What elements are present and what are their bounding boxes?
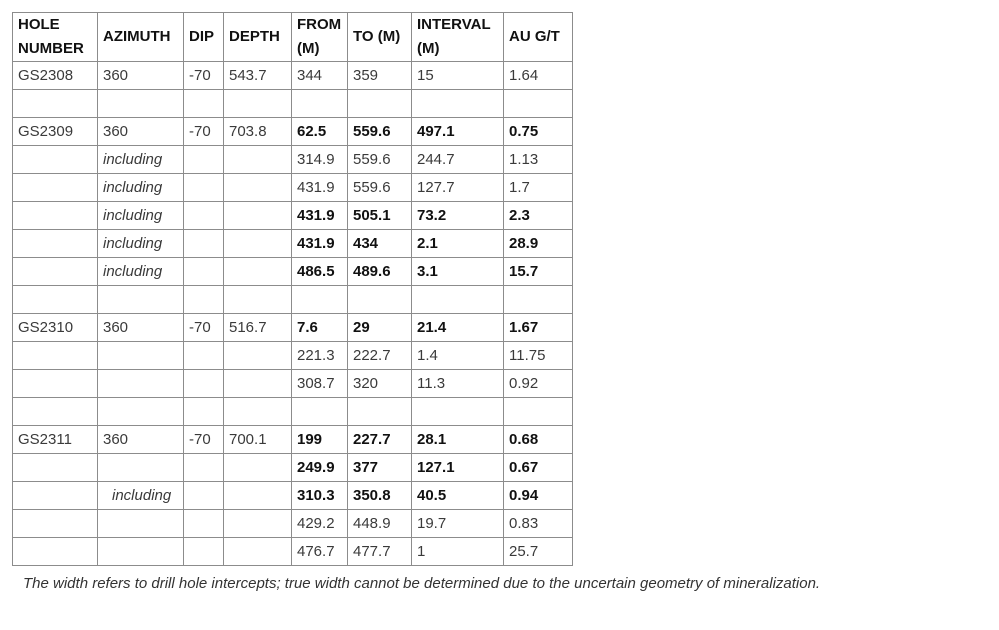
table-row: [13, 314, 573, 342]
table-row: [13, 286, 573, 314]
including-label: including: [98, 482, 184, 510]
table-row: [13, 118, 573, 146]
interval-cell: 244.7: [412, 146, 504, 174]
dip-cell: [184, 454, 224, 482]
dip-cell: -70: [184, 118, 224, 146]
interval-cell: 73.2: [412, 202, 504, 230]
table-row: [13, 510, 573, 538]
header-au-grade: AU G/T: [504, 13, 573, 62]
depth-cell: [224, 230, 292, 258]
to-cell: 222.7: [348, 342, 412, 370]
depth-cell: [224, 90, 292, 118]
au-cell: 25.7: [504, 538, 573, 566]
au-cell: [504, 90, 573, 118]
table-footnote: The width refers to drill hole intercepts; true width cannot be determined due to the uncertain geometry of mineralization.: [23, 575, 821, 592]
interval-cell: 11.3: [412, 370, 504, 398]
hole-cell: [13, 538, 98, 566]
table-row: [13, 146, 573, 174]
to-cell: 559.6: [348, 146, 412, 174]
azimuth-cell: [98, 286, 184, 314]
including-label: including: [98, 230, 184, 258]
au-cell: 15.7: [504, 258, 573, 286]
from-cell: 308.7: [292, 370, 348, 398]
dip-cell: [184, 230, 224, 258]
table-row: [13, 174, 573, 202]
header-hole-number: HOLE NUMBER: [13, 13, 98, 62]
azimuth-cell: [98, 398, 184, 426]
depth-cell: 703.8: [224, 118, 292, 146]
hole-cell: [13, 174, 98, 202]
azimuth-cell: [98, 510, 184, 538]
to-cell: 559.6: [348, 174, 412, 202]
including-label: including: [98, 146, 184, 174]
depth-cell: 543.7: [224, 62, 292, 90]
from-cell: 431.9: [292, 174, 348, 202]
header-depth: DEPTH: [224, 13, 292, 62]
including-label: including: [98, 258, 184, 286]
depth-cell: [224, 258, 292, 286]
to-cell: 377: [348, 454, 412, 482]
from-cell: [292, 90, 348, 118]
depth-cell: [224, 286, 292, 314]
hole-cell: GS2310: [13, 314, 98, 342]
dip-cell: [184, 146, 224, 174]
interval-cell: 19.7: [412, 510, 504, 538]
dip-cell: -70: [184, 426, 224, 454]
including-label: including: [98, 202, 184, 230]
dip-cell: [184, 258, 224, 286]
to-cell: 29: [348, 314, 412, 342]
interval-cell: 127.1: [412, 454, 504, 482]
azimuth-cell: [98, 454, 184, 482]
to-cell: 227.7: [348, 426, 412, 454]
header-to: TO (M): [348, 13, 412, 62]
azimuth-cell: 360: [98, 118, 184, 146]
to-cell: 559.6: [348, 118, 412, 146]
dip-cell: [184, 286, 224, 314]
dip-cell: -70: [184, 62, 224, 90]
dip-cell: [184, 342, 224, 370]
to-cell: [348, 90, 412, 118]
header-from: FROM (M): [292, 13, 348, 62]
dip-cell: [184, 370, 224, 398]
dip-cell: [184, 398, 224, 426]
header-azimuth: AZIMUTH: [98, 13, 184, 62]
dip-cell: [184, 174, 224, 202]
table-row: [13, 202, 573, 230]
table-row: [13, 342, 573, 370]
au-cell: 0.75: [504, 118, 573, 146]
au-cell: 1.64: [504, 62, 573, 90]
from-cell: [292, 286, 348, 314]
from-cell: [292, 398, 348, 426]
interval-cell: 1: [412, 538, 504, 566]
to-cell: 350.8: [348, 482, 412, 510]
depth-cell: [224, 454, 292, 482]
hole-cell: [13, 202, 98, 230]
to-cell: 320: [348, 370, 412, 398]
interval-cell: [412, 398, 504, 426]
from-cell: 476.7: [292, 538, 348, 566]
hole-cell: [13, 370, 98, 398]
dip-cell: [184, 510, 224, 538]
header-dip: DIP: [184, 13, 224, 62]
to-cell: 359: [348, 62, 412, 90]
azimuth-cell: [98, 538, 184, 566]
hole-cell: [13, 482, 98, 510]
hole-cell: [13, 258, 98, 286]
au-cell: 1.7: [504, 174, 573, 202]
dip-cell: [184, 90, 224, 118]
from-cell: 62.5: [292, 118, 348, 146]
hole-cell: [13, 342, 98, 370]
table-row: [13, 230, 573, 258]
depth-cell: [224, 174, 292, 202]
azimuth-cell: 360: [98, 62, 184, 90]
interval-cell: 127.7: [412, 174, 504, 202]
interval-cell: 3.1: [412, 258, 504, 286]
azimuth-cell: [98, 370, 184, 398]
hole-cell: GS2309: [13, 118, 98, 146]
au-cell: [504, 398, 573, 426]
au-cell: 0.92: [504, 370, 573, 398]
table-row: [13, 398, 573, 426]
interval-cell: 1.4: [412, 342, 504, 370]
from-cell: 486.5: [292, 258, 348, 286]
to-cell: 434: [348, 230, 412, 258]
depth-cell: [224, 538, 292, 566]
au-cell: 0.83: [504, 510, 573, 538]
depth-cell: [224, 510, 292, 538]
table-header-row: [13, 13, 573, 62]
azimuth-cell: [98, 342, 184, 370]
table-row: [13, 482, 573, 510]
including-label: including: [98, 174, 184, 202]
table-row: [13, 370, 573, 398]
dip-cell: [184, 482, 224, 510]
to-cell: 477.7: [348, 538, 412, 566]
azimuth-cell: 360: [98, 314, 184, 342]
table-row: [13, 258, 573, 286]
interval-cell: 497.1: [412, 118, 504, 146]
au-cell: 28.9: [504, 230, 573, 258]
depth-cell: [224, 202, 292, 230]
depth-cell: [224, 342, 292, 370]
from-cell: 431.9: [292, 230, 348, 258]
azimuth-cell: 360: [98, 426, 184, 454]
header-interval: INTERVAL (M): [412, 13, 504, 62]
hole-cell: GS2311: [13, 426, 98, 454]
interval-cell: [412, 90, 504, 118]
hole-cell: [13, 230, 98, 258]
drill-results-table: [12, 12, 573, 566]
interval-cell: 21.4: [412, 314, 504, 342]
dip-cell: -70: [184, 314, 224, 342]
hole-cell: GS2308: [13, 62, 98, 90]
depth-cell: [224, 482, 292, 510]
from-cell: 199: [292, 426, 348, 454]
hole-cell: [13, 146, 98, 174]
table-row: [13, 62, 573, 90]
depth-cell: 700.1: [224, 426, 292, 454]
au-cell: 1.13: [504, 146, 573, 174]
au-cell: 0.67: [504, 454, 573, 482]
au-cell: [504, 286, 573, 314]
au-cell: 2.3: [504, 202, 573, 230]
interval-cell: 15: [412, 62, 504, 90]
depth-cell: [224, 398, 292, 426]
from-cell: 310.3: [292, 482, 348, 510]
interval-cell: [412, 286, 504, 314]
table-row: [13, 90, 573, 118]
to-cell: 448.9: [348, 510, 412, 538]
au-cell: 0.94: [504, 482, 573, 510]
from-cell: 7.6: [292, 314, 348, 342]
interval-cell: 40.5: [412, 482, 504, 510]
from-cell: 429.2: [292, 510, 348, 538]
interval-cell: 28.1: [412, 426, 504, 454]
hole-cell: [13, 398, 98, 426]
depth-cell: 516.7: [224, 314, 292, 342]
to-cell: [348, 286, 412, 314]
hole-cell: [13, 90, 98, 118]
hole-cell: [13, 510, 98, 538]
interval-cell: 2.1: [412, 230, 504, 258]
table-row: [13, 426, 573, 454]
dip-cell: [184, 538, 224, 566]
au-cell: 11.75: [504, 342, 573, 370]
to-cell: [348, 398, 412, 426]
to-cell: 505.1: [348, 202, 412, 230]
au-cell: 0.68: [504, 426, 573, 454]
table-row: [13, 454, 573, 482]
azimuth-cell: [98, 90, 184, 118]
table-row: [13, 538, 573, 566]
depth-cell: [224, 370, 292, 398]
au-cell: 1.67: [504, 314, 573, 342]
depth-cell: [224, 146, 292, 174]
from-cell: 344: [292, 62, 348, 90]
hole-cell: [13, 454, 98, 482]
dip-cell: [184, 202, 224, 230]
to-cell: 489.6: [348, 258, 412, 286]
from-cell: 221.3: [292, 342, 348, 370]
from-cell: 314.9: [292, 146, 348, 174]
from-cell: 431.9: [292, 202, 348, 230]
from-cell: 249.9: [292, 454, 348, 482]
hole-cell: [13, 286, 98, 314]
